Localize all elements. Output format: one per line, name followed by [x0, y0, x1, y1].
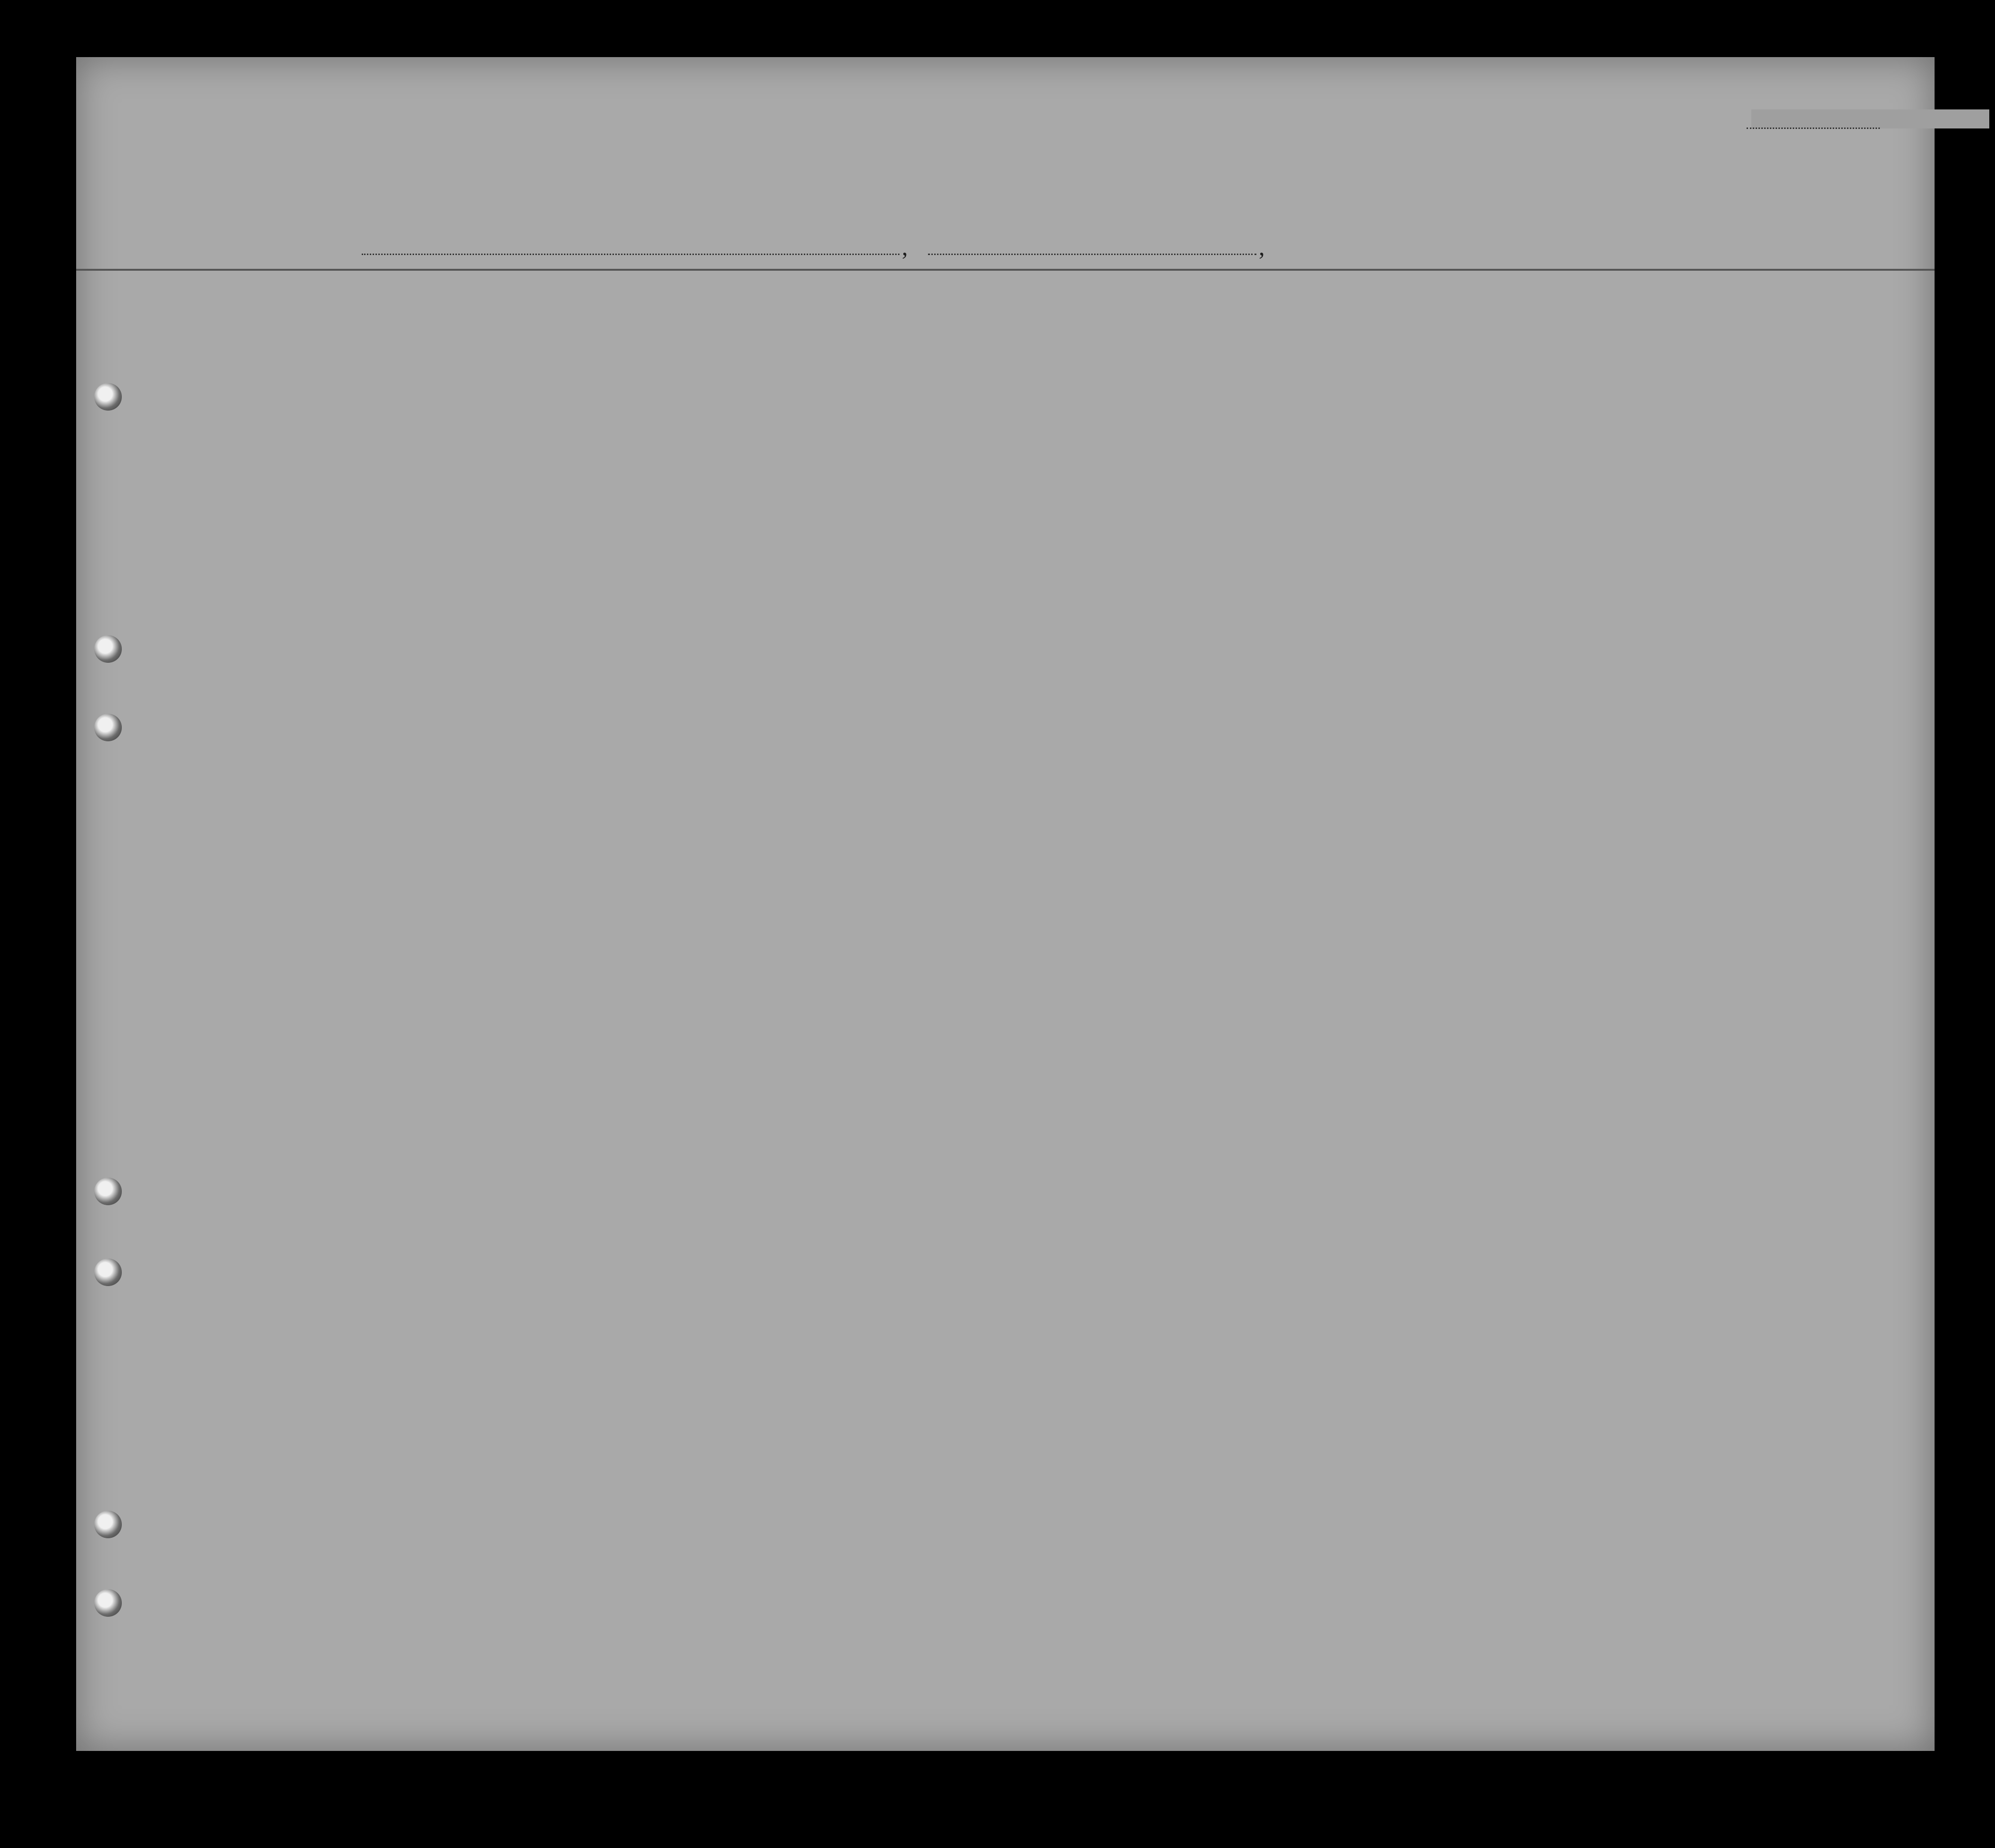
- separator-comma: ,: [902, 234, 908, 260]
- header-polygamist: [1302, 324, 1318, 495]
- header-purpose-return: [1136, 385, 1161, 495]
- separator-comma: ,: [1259, 234, 1265, 260]
- binder-hole: [94, 1178, 122, 1205]
- header-possession-50: [728, 324, 751, 457]
- header-inches: [1616, 462, 1630, 504]
- header-overthrow: [1352, 324, 1410, 495]
- manifest-sheet: [76, 57, 1935, 1751]
- binder-hole: [94, 1511, 122, 1538]
- header-feet: [1597, 471, 1610, 504]
- binder-hole: [94, 1589, 122, 1617]
- header-purpose-length: [1166, 385, 1199, 495]
- binder-hole: [94, 1258, 122, 1286]
- header-prison: [1272, 324, 1295, 495]
- header-ticket: [605, 324, 628, 457]
- header-offer: [1414, 324, 1445, 495]
- header-deported: [1449, 324, 1484, 495]
- header-ever-before: [756, 321, 883, 378]
- header-purpose-citizen: [1240, 385, 1268, 495]
- header-anarchist: [1328, 324, 1344, 495]
- binder-hole: [94, 714, 122, 741]
- header-passage-paid-note: [633, 377, 722, 448]
- manifest-grid: [76, 57, 1935, 1751]
- binder-hole: [94, 383, 122, 411]
- binder-hole: [94, 635, 122, 663]
